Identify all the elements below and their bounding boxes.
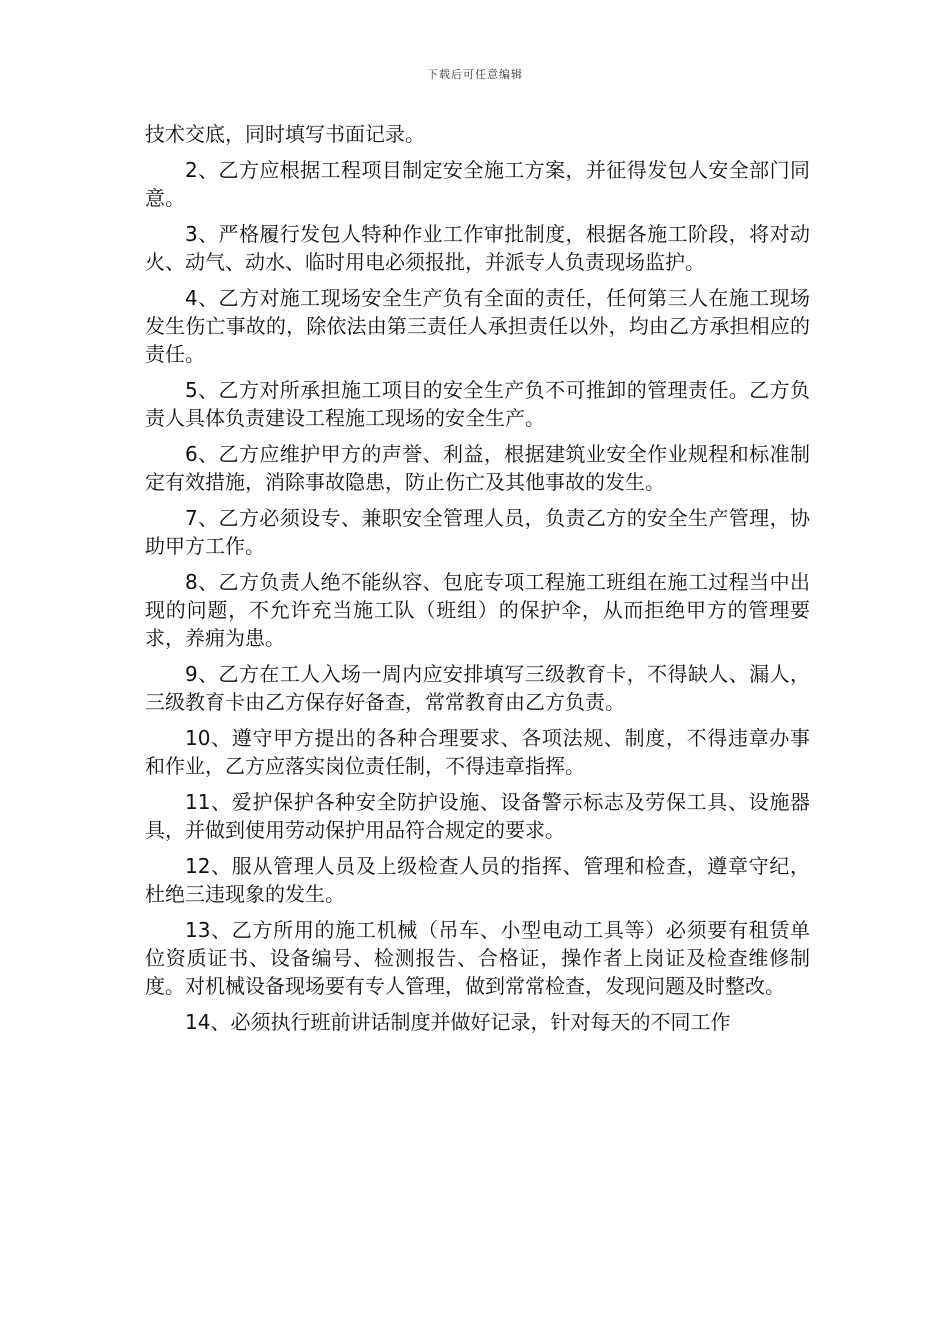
clause-13: 13、乙方所用的施工机械（吊车、小型电动工具等）必须要有租赁单位资质证书、设备编号、检测报告、合格证，操作者上岗证及检查维修制度。对机械设备现场要有专人管理，做到常常检查，发现问题及时整改。 [145,918,810,998]
clause-8: 8、乙方负责人绝不能纵容、包庇专项工程施工班组在施工过程当中出现的问题，不允许充当施工队（班组）的保护伞，从而拒绝甲方的管理要求，养痈为患。 [145,570,810,650]
page-header: 下载后可任意编辑 [427,68,523,81]
clause-14: 14、必须执行班前讲话制度并做好记录，针对每天的不同工作 [185,1010,731,1034]
clause-3: 3、严格履行发包人特种作业工作审批制度，根据各施工阶段，将对动火、动气、动水、临时用电必须报批，并派专人负责现场监护。 [145,222,810,274]
paragraph-continuation: 技术交底，同时填写书面记录。 [145,122,425,146]
document-body [145,120,810,1044]
clause-9: 9、乙方在工人入场一周内应安排填写三级教育卡，不得缺人、漏人，三级教育卡由乙方保存好备查，常常教育由乙方负责。 [145,662,810,714]
clause-11: 11、爱护保护各种安全防护设施、设备警示标志及劳保工具、设施器具，并做到使用劳动保护用品符合规定的要求。 [145,790,810,842]
clause-4: 4、乙方对施工现场安全生产负有全面的责任，任何第三人在施工现场发生伤亡事故的，除依法由第三责任人承担责任以外，均由乙方承担相应的责任。 [145,286,810,366]
clause-5: 5、乙方对所承担施工项目的安全生产负不可推卸的管理责任。乙方负责人具体负责建设工程施工现场的安全生产。 [145,378,810,430]
clause-10: 10、遵守甲方提出的各种合理要求、各项法规、制度，不得违章办事和作业，乙方应落实岗位责任制，不得违章指挥。 [145,726,810,778]
clause-7: 7、乙方必须设专、兼职安全管理人员，负责乙方的安全生产管理，协助甲方工作。 [145,506,810,558]
clause-12: 12、服从管理人员及上级检查人员的指挥、管理和检查，遵章守纪，杜绝三违现象的发生。 [145,854,810,906]
clause-2: 2、乙方应根据工程项目制定安全施工方案，并征得发包人安全部门同意。 [145,158,810,210]
clause-6: 6、乙方应维护甲方的声誉、利益，根据建筑业安全作业规程和标准制定有效措施，消除事故隐患，防止伤亡及其他事故的发生。 [145,442,810,494]
